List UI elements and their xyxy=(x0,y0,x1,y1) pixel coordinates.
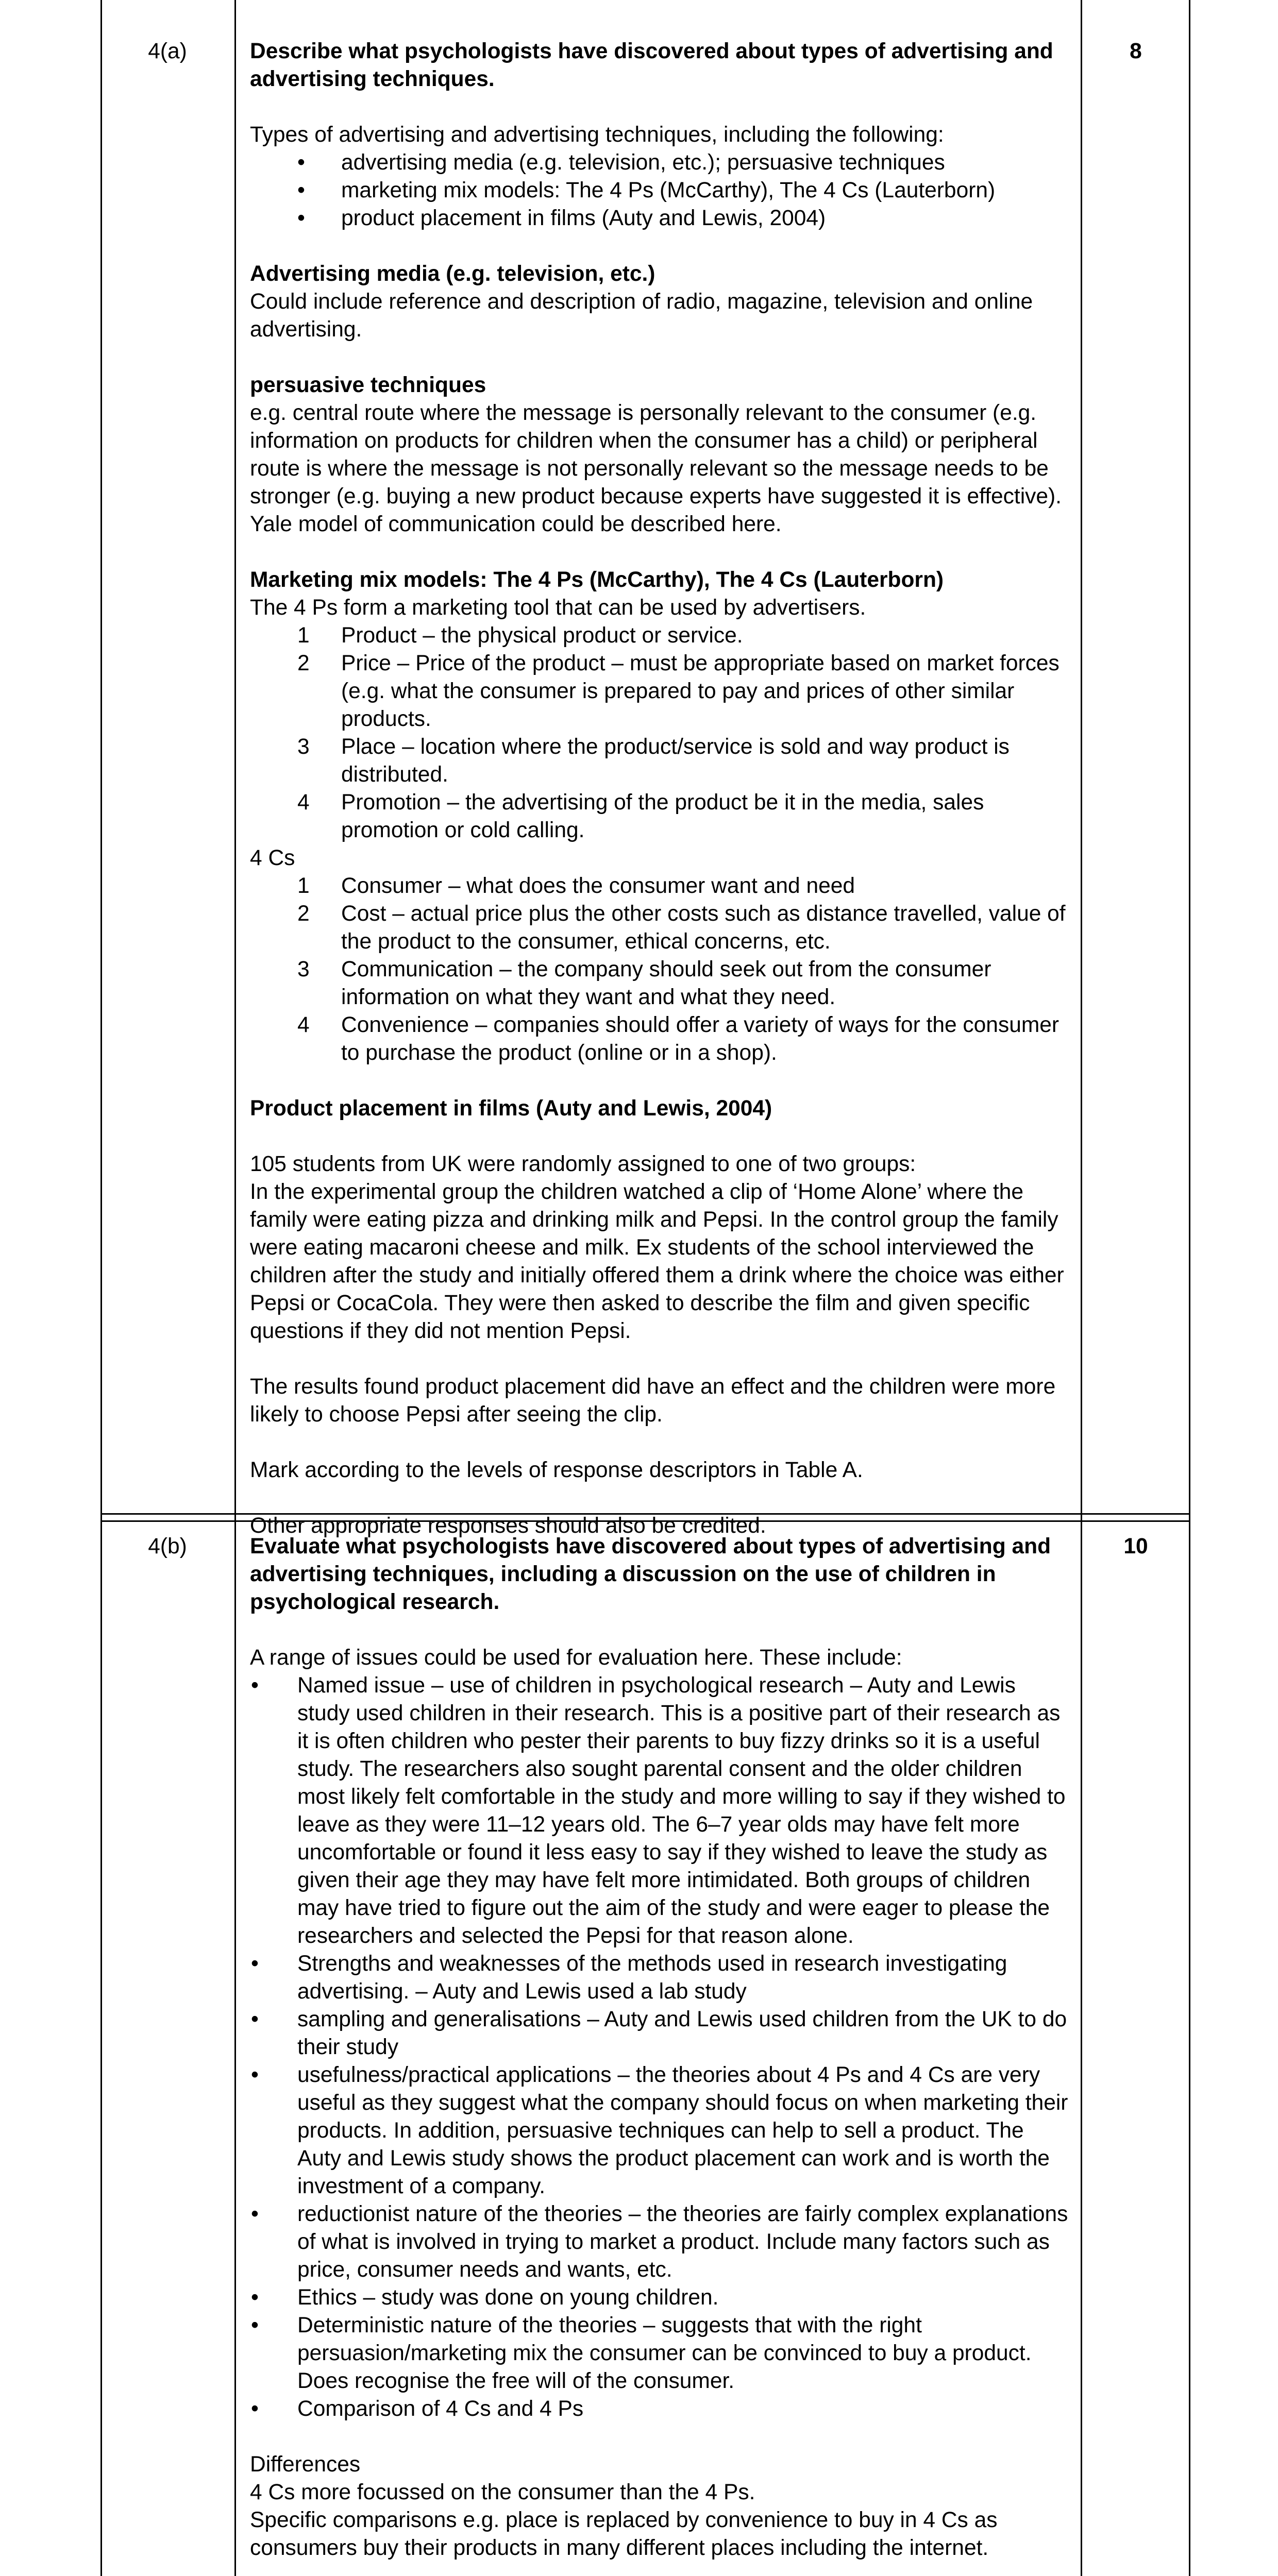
list-text: Cost – actual price plus the other costs such as distance travelled, value of the product to the consumer, ethical concerns, etc. xyxy=(341,902,1066,954)
list-number: 3 xyxy=(297,957,310,981)
list-item: • advertising media (e.g. television, etc.); persuasive techniques xyxy=(250,149,1069,177)
section-label: Differences xyxy=(250,2452,361,2477)
section-heading: persuasive techniques xyxy=(250,373,486,397)
question-number: 4(b) xyxy=(148,1534,187,1558)
list-item: • Strengths and weaknesses of the methods used in research investigating advertising. – Auty and Lewis used a lab study xyxy=(250,1950,1069,2006)
list-number: 4 xyxy=(297,1013,310,1037)
section-text: In the experimental group the children watched a clip of ‘Home Alone’ where the family were eating pizza and drinking milk and Pepsi. In the control group the family were eating macaroni cheese and milk. Ex students of the school interviewed the children after the study and initially offered them a drink where the choice was either Pepsi or CocaCola. They were then asked to describe the film and given specific questions if they did not mention Pepsi. xyxy=(250,1180,1064,1343)
section-text: The results found product placement did have an effect and the children were more likely to choose Pepsi after seeing the clip. xyxy=(250,1375,1056,1427)
list-item: • Ethics – study was done on young children. xyxy=(250,2284,1069,2312)
list-item xyxy=(250,956,1069,1011)
table-border-left xyxy=(100,0,102,2576)
question-number: 4(a) xyxy=(148,39,187,63)
section-text: Could include reference and description of radio, magazine, television and online advertising. xyxy=(250,290,1033,342)
list-number: 2 xyxy=(297,902,310,926)
section-heading: Marketing mix models: The 4 Ps (McCarthy), The 4 Cs (Lauterborn) xyxy=(250,568,944,592)
list-item xyxy=(250,900,1069,956)
list-number: 3 xyxy=(297,735,310,759)
section-text: 105 students from UK were randomly assigned to one of two groups: xyxy=(250,1152,916,1176)
list-item: • sampling and generalisations – Auty and Lewis used children from the UK to do their study xyxy=(250,2006,1069,2061)
list-item xyxy=(250,650,1069,733)
list-number: 1 xyxy=(297,874,310,898)
list-item: • marketing mix models: The 4 Ps (McCarthy), The 4 Cs (Lauterborn) xyxy=(250,177,1069,205)
list-text: Convenience – companies should offer a variety of ways for the consumer to purchase the product (online or in a shop). xyxy=(341,1013,1060,1065)
list-item: • usefulness/practical applications – the theories about 4 Ps and 4 Cs are very useful as they suggest what the company should focus on when marketing their products. In addition, persuasive techniques can help to sell a product. The Auty and Lewis study shows the product placement can work and is worth the investment of a company. xyxy=(250,2061,1069,2200)
list-item: • Named issue – use of children in psychological research – Auty and Lewis study used children in their research. This is a positive part of their research as it is often children who pester their parents to buy fizzy drinks so it is a useful study. The researchers also sought parental consent and the older children most likely felt comfortable in the study and more willing to say if they wished to leave as they were 11–12 years old. The 6–7 year olds may have felt more uncomfortable or found it less easy to say if they wished to leave the study as given their age they may have felt more intimidated. Both groups of children may have tried to figure out the aim of the study and were eager to please the researchers and selected the Pepsi for that reason alone. xyxy=(250,1672,1069,1950)
list-item xyxy=(250,1011,1069,1067)
list-number: 4 xyxy=(297,790,310,815)
list-item xyxy=(250,789,1069,844)
list-number: 2 xyxy=(297,651,310,675)
question-marks: 10 xyxy=(1123,1534,1148,1558)
list-text: Promotion – the advertising of the product be it in the media, sales promotion or cold calling. xyxy=(341,790,984,842)
answer-content-4b xyxy=(250,1533,1069,2576)
section-heading: Advertising media (e.g. television, etc.) xyxy=(250,262,655,286)
question-heading: Evaluate what psychologists have discovered about types of advertising and advertising techniques, including a discussion on the use of children in psychological research. xyxy=(250,1534,1051,1614)
section-text: The 4 Ps form a marketing tool that can be used by advertisers. xyxy=(250,596,866,620)
intro-text: Types of advertising and advertising techniques, including the following: xyxy=(250,123,944,147)
list-number: 1 xyxy=(297,623,310,648)
list-text: Price – Price of the product – must be appropriate based on market forces (e.g. what the consumer is prepared to pay and prices of other similar products. xyxy=(341,651,1060,731)
list-item xyxy=(250,622,1069,650)
section-text: 4 Cs more focussed on the consumer than the 4 Ps. xyxy=(250,2480,755,2504)
intro-text: A range of issues could be used for evaluation here. These include: xyxy=(250,1646,902,1670)
table-divider-question xyxy=(234,0,236,2576)
section-text: e.g. central route where the message is personally relevant to the consumer (e.g. information on products for children when the consumer has a child) or peripheral route is where the message is not personally relevant so the message needs to be stronger (e.g. buying a new product because experts have suggested it is effective). Yale model of communication could be described here. xyxy=(250,401,1062,536)
list-text: Communication – the company should seek out from the consumer information on what they want and what they need. xyxy=(341,957,991,1009)
list-label: 4 Cs xyxy=(250,846,295,870)
table-border-right xyxy=(1189,0,1190,2576)
list-item: • reductionist nature of the theories – the theories are fairly complex explanations of what is involved in trying to market a product. Include many factors such as price, consumer needs and wants, etc. xyxy=(250,2200,1069,2284)
list-item: • product placement in films (Auty and Lewis, 2004) xyxy=(250,205,1069,232)
list-item: • Comparison of 4 Cs and 4 Ps xyxy=(250,2395,1069,2423)
mark-note: Mark according to the levels of response descriptors in Table A. xyxy=(250,1458,863,1482)
answer-content-4a xyxy=(250,38,1069,1540)
list-text: Consumer – what does the consumer want and need xyxy=(341,874,855,898)
section-text: Specific comparisons e.g. place is replaced by convenience to buy in 4 Cs as consumers buy their products in many different places including the internet. xyxy=(250,2508,998,2560)
list-text: Place – location where the product/service is sold and way product is distributed. xyxy=(341,735,1010,787)
question-marks: 8 xyxy=(1130,39,1142,63)
other-note: Other appropriate responses should also be credited. xyxy=(250,1514,766,1538)
list-text: Product – the physical product or service. xyxy=(341,623,743,648)
section-heading: Product placement in films (Auty and Lewis, 2004) xyxy=(250,1096,772,1121)
question-heading: Describe what psychologists have discovered about types of advertising and advertising techniques. xyxy=(250,39,1053,91)
list-item xyxy=(250,733,1069,789)
list-item xyxy=(250,872,1069,900)
table-divider-marks xyxy=(1081,0,1082,2576)
list-item: • Deterministic nature of the theories – suggests that with the right persuasion/marketing mix the consumer can be convinced to buy a product. Does recognise the free will of the consumer. xyxy=(250,2312,1069,2395)
